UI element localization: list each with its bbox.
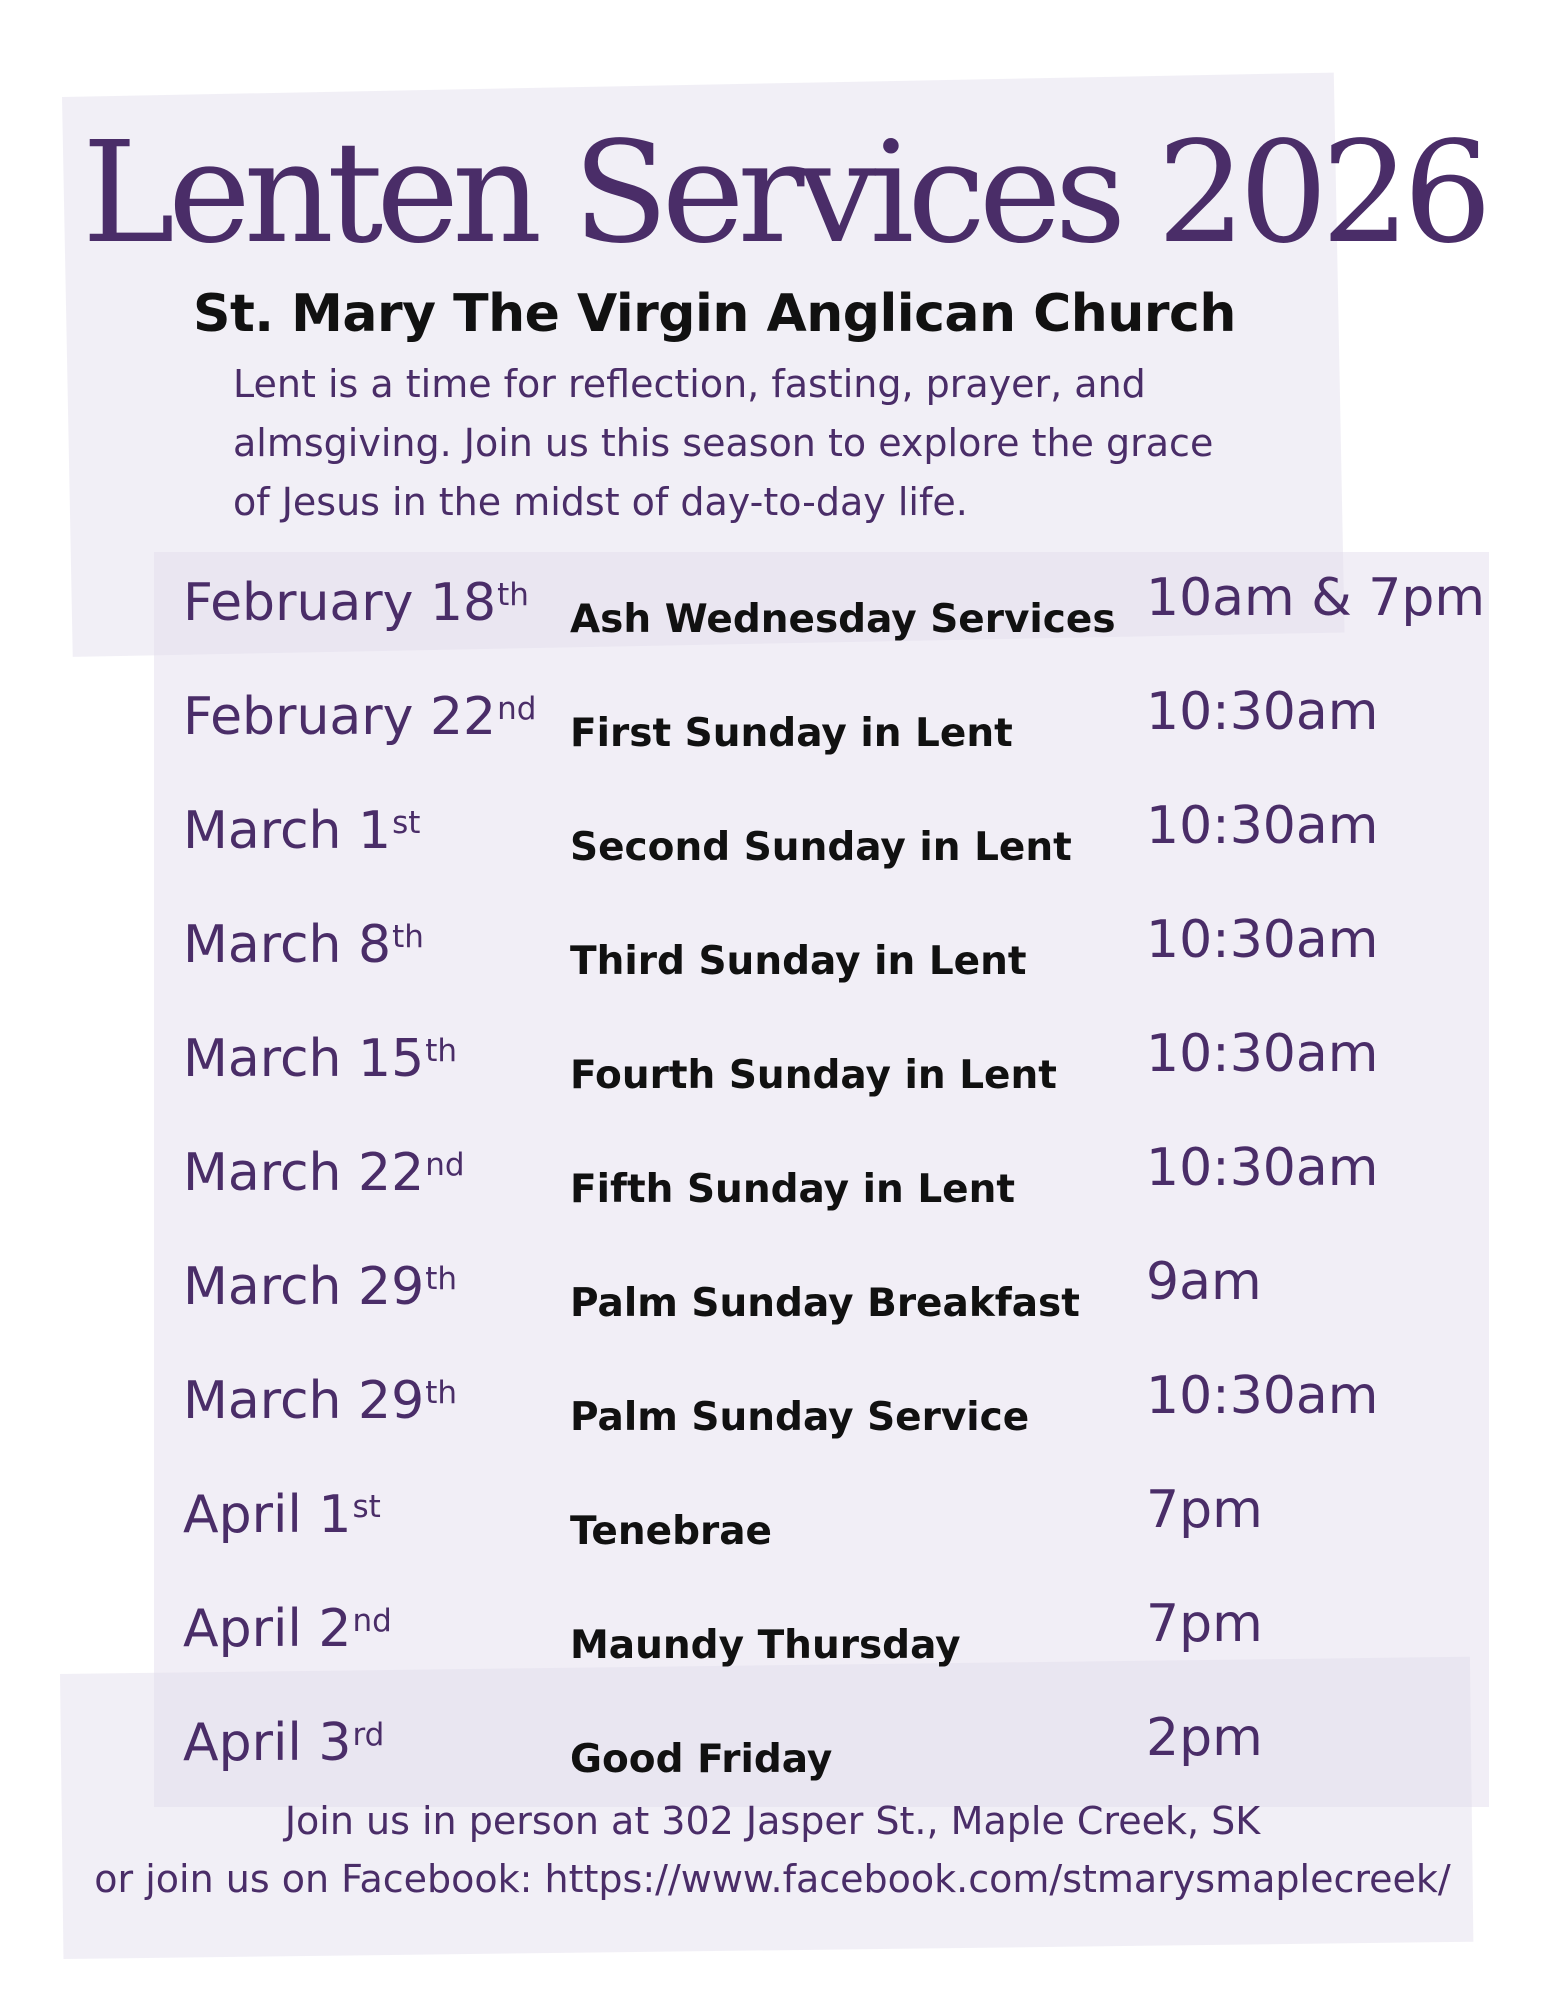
service-date: April 2nd (183, 1599, 392, 1659)
service-date: March 8th (183, 915, 424, 975)
service-name: Good Friday (570, 1737, 833, 1782)
service-date: March 22nd (183, 1143, 465, 1203)
date-suffix: nd (352, 1603, 392, 1639)
service-date: February 18th (183, 573, 529, 633)
date-suffix: th (425, 1033, 458, 1069)
service-name: Second Sunday in Lent (570, 825, 1072, 870)
date-suffix: th (497, 577, 529, 613)
service-time: 10:30am (1146, 910, 1379, 970)
service-time: 10:30am (1146, 796, 1379, 856)
service-time: 2pm (1146, 1708, 1263, 1768)
service-time: 10:30am (1146, 1366, 1379, 1426)
date-suffix: th (425, 1375, 458, 1411)
date-suffix: nd (497, 691, 537, 727)
schedule-row (0, 677, 1545, 787)
service-date: March 29th (183, 1371, 458, 1431)
schedule-row (0, 563, 1545, 673)
service-date: March 15th (183, 1029, 458, 1089)
date-suffix: rd (352, 1717, 385, 1753)
date-suffix: st (352, 1489, 381, 1525)
service-date: April 1st (183, 1485, 381, 1545)
schedule-row (0, 1475, 1545, 1585)
service-name: Palm Sunday Breakfast (570, 1281, 1080, 1326)
service-time: 10:30am (1146, 682, 1379, 742)
intro-text: Lent is a time for reflection, fasting, prayer, and almsgiving. Join us this season to explore the grace of Jesus in the midst of day-to-day life. (233, 362, 1214, 524)
schedule-row (0, 1361, 1545, 1471)
service-time: 10am & 7pm (1146, 568, 1486, 628)
date-suffix: st (392, 805, 421, 841)
service-name: Palm Sunday Service (570, 1395, 1030, 1440)
service-time: 7pm (1146, 1594, 1263, 1654)
service-time: 10:30am (1146, 1138, 1379, 1198)
service-date: March 1st (183, 801, 421, 861)
schedule-row (0, 1133, 1545, 1243)
schedule-row (0, 791, 1545, 901)
schedule-row (0, 1019, 1545, 1129)
service-time: 9am (1146, 1252, 1262, 1312)
schedule-row (0, 905, 1545, 1015)
footer-text (0, 1792, 1545, 1908)
service-time: 7pm (1146, 1480, 1263, 1540)
church-name: St. Mary The Virgin Anglican Church (193, 284, 1236, 344)
date-suffix: th (425, 1261, 458, 1297)
service-name: Fourth Sunday in Lent (570, 1053, 1057, 1098)
service-date: March 29th (183, 1257, 458, 1317)
service-date: February 22nd (183, 687, 537, 747)
schedule-row (0, 1247, 1545, 1357)
service-time: 10:30am (1146, 1024, 1379, 1084)
service-date: April 3rd (183, 1713, 385, 1773)
service-name: Ash Wednesday Services (570, 597, 1116, 642)
service-name: Tenebrae (570, 1509, 773, 1554)
service-name: Maundy Thursday (570, 1623, 961, 1668)
page-title: Lenten Services 2026 (82, 112, 1486, 275)
footer-facebook-link[interactable]: or join us on Facebook: https://www.facebook.com/stmarysmaplecreek/ (94, 1857, 1451, 1901)
service-name: Fifth Sunday in Lent (570, 1167, 1016, 1212)
date-suffix: th (392, 919, 424, 955)
service-name: Third Sunday in Lent (570, 939, 1027, 984)
schedule-row (0, 1589, 1545, 1699)
footer-address: Join us in person at 302 Jasper St., Maple Creek, SK (284, 1799, 1261, 1843)
date-suffix: nd (425, 1147, 465, 1183)
service-name: First Sunday in Lent (570, 711, 1013, 756)
